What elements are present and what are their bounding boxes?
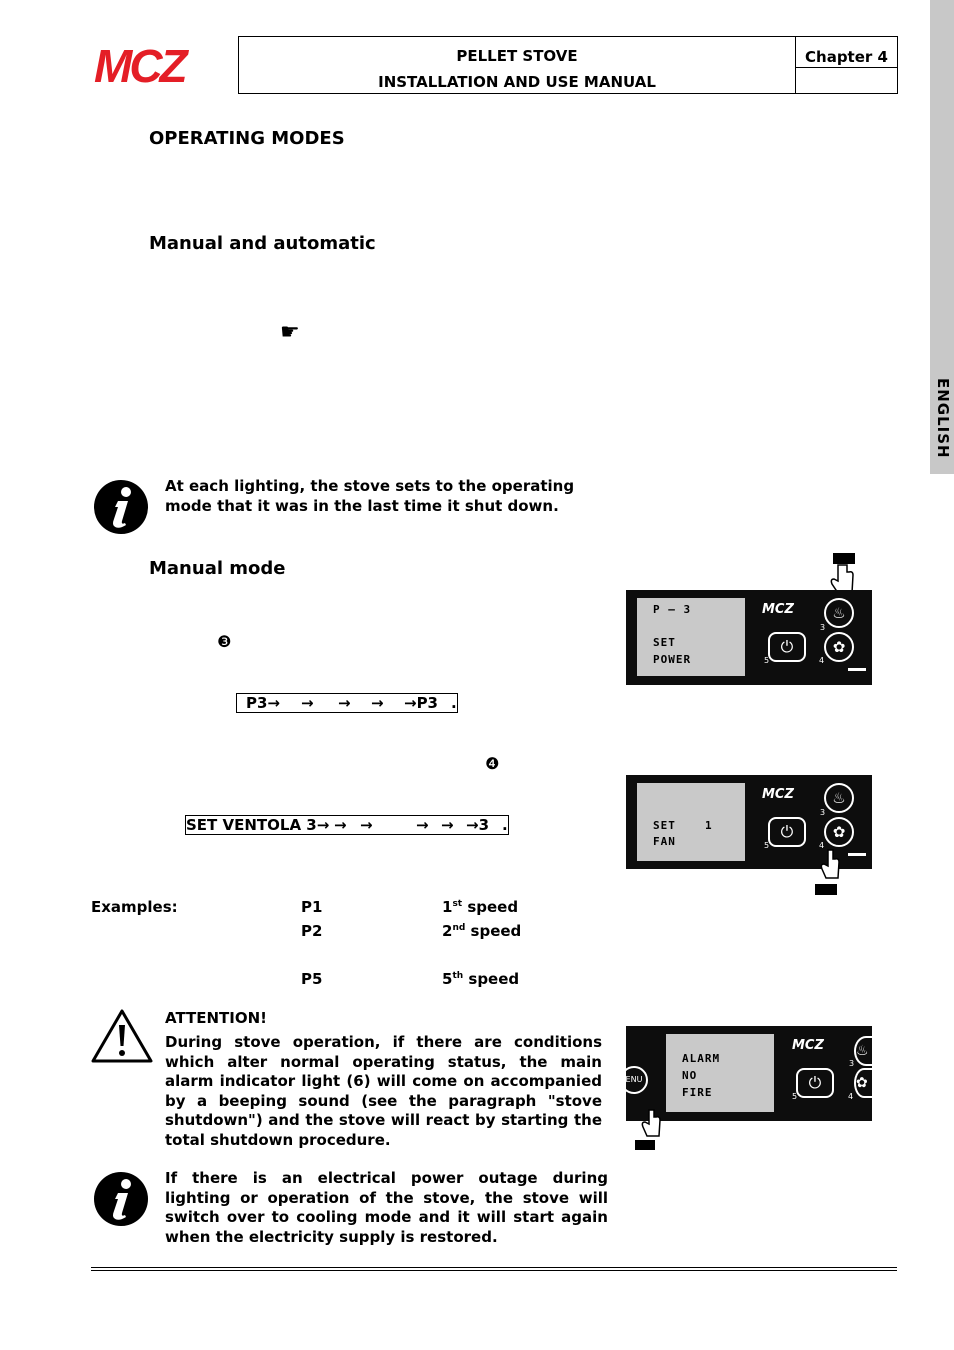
- flame-button-icon[interactable]: ♨: [824, 598, 854, 628]
- header-box: [238, 36, 898, 94]
- note-lighting: At each lighting, the stove sets to the operating mode that it was in the last time it shut down.: [165, 477, 575, 515]
- label-4-c: 4: [848, 1092, 854, 1101]
- header-chapter-cell: [796, 37, 897, 93]
- warning-triangle-icon: [90, 1008, 154, 1068]
- lcd-fan-value: 1: [705, 819, 713, 832]
- control-panel-power: [626, 590, 872, 685]
- example-code-p1: P1: [301, 898, 323, 916]
- button-3-marker: ❸: [217, 632, 232, 651]
- header-title-cell: [239, 37, 796, 93]
- lcd-power: [637, 598, 745, 676]
- label-5-b: 5: [764, 841, 770, 850]
- heading-manual-automatic: Manual and automatic: [149, 233, 376, 254]
- power-button-icon[interactable]: ⏻: [768, 632, 806, 662]
- attention-title: ATTENTION!: [165, 1009, 268, 1027]
- label-4: 4: [819, 656, 825, 665]
- pressing-hand-icon-alarm: [633, 1108, 663, 1156]
- lcd-fan-line2: FAN: [653, 835, 676, 848]
- heading-manual-mode: Manual mode: [149, 558, 286, 579]
- lcd-alarm-line2: NO: [682, 1069, 698, 1082]
- menu-button[interactable]: [620, 1066, 648, 1094]
- fan-seq-end: →3: [466, 816, 490, 834]
- example-speed-1: 1st speed: [442, 898, 519, 916]
- power-seq-end: →P3: [404, 694, 438, 712]
- example-code-p5: P5: [301, 970, 323, 988]
- power-seq-arrow-1: →: [301, 694, 314, 712]
- note-power-outage: If there is an electrical power outage during lighting or operation of the stove, the stove will switch over to cooling mode and it will start again when the electricity supply is restored.: [165, 1169, 608, 1246]
- menu-button-label: ENU: [625, 1075, 643, 1084]
- pressing-hand-icon-fan: [812, 848, 842, 900]
- power-seq-arrow-3: →: [371, 694, 384, 712]
- info-icon: [93, 479, 149, 539]
- power-seq-dot: .: [451, 694, 457, 712]
- mcz-logo-graphic: [92, 42, 234, 86]
- panel-logo: MCZ: [762, 602, 794, 617]
- example-speed-2: 2nd speed: [442, 922, 522, 940]
- example-code-p2: P2: [301, 922, 323, 940]
- power-seq-arrow-2: →: [338, 694, 351, 712]
- label-3-c: 3: [849, 1059, 855, 1068]
- fan-button-icon-3[interactable]: ✿: [854, 1068, 874, 1098]
- fan-seq-start: SET VENTOLA 3→: [186, 816, 330, 834]
- fan-seq-arrow-2: →: [360, 816, 373, 834]
- label-4-b: 4: [819, 841, 825, 850]
- lcd-alarm: [666, 1034, 774, 1112]
- info-icon-2: [93, 1171, 149, 1231]
- example-speed-5: 5th speed: [442, 970, 520, 988]
- indicator-bar: [848, 668, 866, 671]
- logo-text: MCZ: [94, 42, 185, 86]
- mcz-logo: [92, 42, 234, 86]
- button-4-marker: ❹: [485, 754, 500, 773]
- lcd-power-line2: SET: [653, 636, 676, 649]
- pointing-hand-icon: ☛: [280, 320, 300, 345]
- label-5: 5: [764, 656, 770, 665]
- power-sequence-box: [236, 693, 458, 713]
- fan-seq-arrow-3: →: [416, 816, 429, 834]
- footer-rule-2: [91, 1270, 897, 1271]
- control-panel-alarm: [626, 1026, 872, 1121]
- lcd-alarm-line3: FIRE: [682, 1086, 713, 1099]
- label-5-c: 5: [792, 1092, 798, 1101]
- header-title-line2: INSTALLATION AND USE MANUAL: [378, 73, 656, 91]
- attention-body: During stove operation, if there are conditions which alter normal operating status, the main alarm indicator light (6) will come on accompanied by a beeping sound (see the paragraph "stove shutdown") and the stove will react by starting the total shutdown procedure.: [165, 1033, 602, 1149]
- fan-button-icon[interactable]: ✿: [824, 632, 854, 662]
- panel-logo-3: MCZ: [792, 1038, 824, 1053]
- fan-button-icon-2[interactable]: ✿: [824, 817, 854, 847]
- flame-button-icon-3[interactable]: ♨: [854, 1036, 878, 1066]
- fan-sequence-box: [185, 815, 509, 835]
- power-button-icon-2[interactable]: ⏻: [768, 817, 806, 847]
- language-label: ENGLISH: [934, 378, 952, 459]
- lcd-fan-line1: SET: [653, 819, 676, 832]
- fan-seq-dot: .: [502, 816, 508, 834]
- examples-label: Examples:: [91, 898, 178, 916]
- indicator-bar-2: [848, 853, 866, 856]
- panel-logo-2: MCZ: [762, 787, 794, 802]
- footer-rule: [91, 1267, 897, 1268]
- chapter-label: Chapter 4: [796, 37, 897, 68]
- lcd-power-line1: P – 3: [653, 603, 692, 616]
- label-3-b: 3: [820, 808, 826, 817]
- heading-operating-modes: OPERATING MODES: [149, 128, 345, 149]
- language-side-tab: [930, 0, 954, 474]
- header-title-line1: PELLET STOVE: [456, 47, 578, 65]
- fan-seq-arrow-4: →: [441, 816, 454, 834]
- lcd-power-line3: POWER: [653, 653, 692, 666]
- label-3: 3: [820, 623, 826, 632]
- flame-button-icon-2[interactable]: ♨: [824, 783, 854, 813]
- lcd-fan: [637, 783, 745, 861]
- fan-seq-arrow-1: →: [334, 816, 347, 834]
- power-seq-start: P3→: [246, 694, 280, 712]
- lcd-alarm-line1: ALARM: [682, 1052, 721, 1065]
- power-button-icon-3[interactable]: ⏻: [796, 1068, 834, 1098]
